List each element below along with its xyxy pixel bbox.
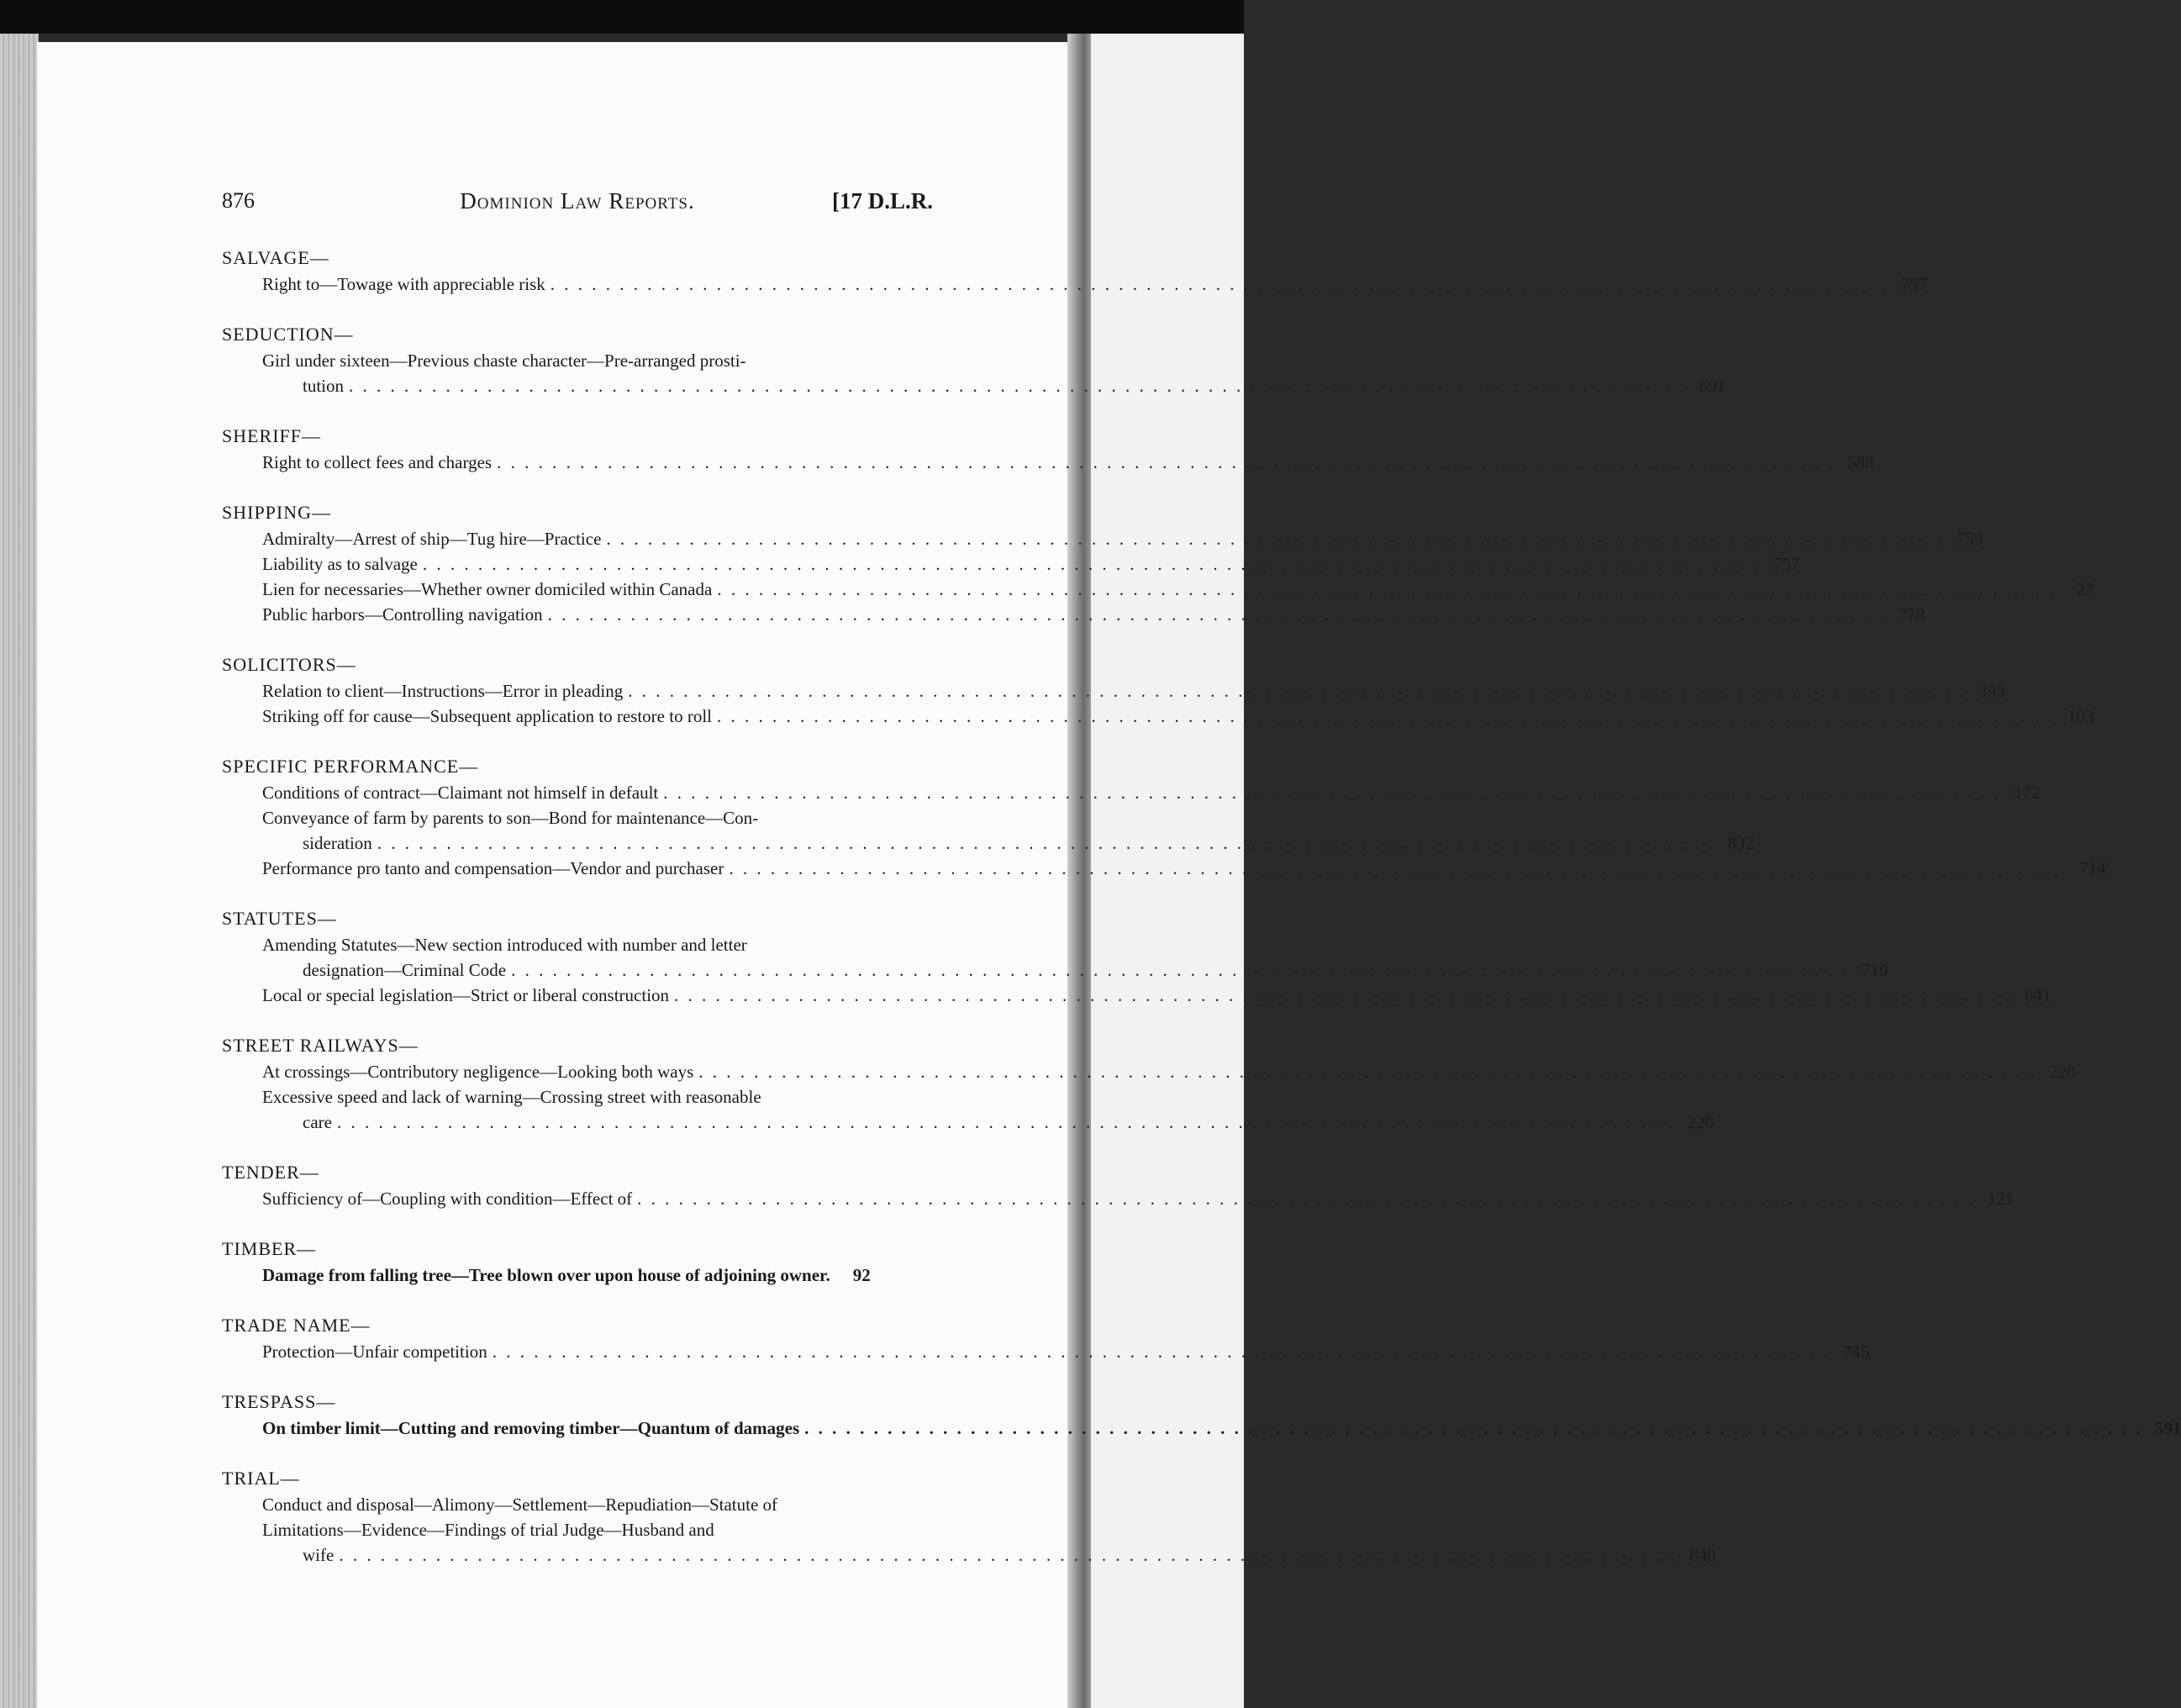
- page-reference: 778: [1898, 604, 1925, 625]
- entry-text: Public harbors—Controlling navigation: [262, 604, 543, 625]
- dot-leader: [551, 271, 1889, 297]
- index-entry: [222, 805, 1755, 856]
- dot-leader: [493, 1339, 1831, 1364]
- section-heading: TRESPASS—: [222, 1391, 336, 1412]
- entry-text: On timber limit—Cutting and removing timber—Quantum of damages: [262, 1418, 800, 1438]
- dot-leader: [637, 1186, 1975, 1211]
- index-section: [222, 1464, 1716, 1568]
- index-entry: [222, 450, 1874, 475]
- page-reference: 220: [1687, 1112, 1715, 1132]
- page-reference: 92: [852, 1265, 871, 1285]
- section-heading: STREET RAILWAYS—: [222, 1035, 419, 1056]
- entry-line: Amending Statutes—New section introduced with number and letter: [262, 935, 747, 955]
- dot-leader: [729, 856, 2067, 881]
- index-entry: [222, 856, 2106, 881]
- dot-leader: [717, 704, 2055, 729]
- running-header: [222, 188, 933, 217]
- entry-text: Relation to client—Instructions—Error in pleading: [262, 681, 624, 701]
- index-entry: [222, 1492, 1716, 1568]
- index-section: [222, 904, 2052, 1008]
- entry-line: Limitations—Evidence—Findings of trial Judge—Husband and: [262, 1520, 714, 1540]
- page-reference: 691: [1699, 376, 1726, 396]
- section-heading: SPECIFIC PERFORMANCE—: [222, 756, 479, 777]
- section-heading: TENDER—: [222, 1162, 319, 1183]
- entry-line: Girl under sixteen—Previous chaste character—Pre-arranged prosti-: [262, 351, 746, 371]
- running-title: Dominion Law Reports.: [460, 188, 695, 214]
- page-reference: 714: [2079, 858, 2106, 878]
- page-reference: 103: [2067, 706, 2094, 726]
- page-reference: 591: [2154, 1418, 2181, 1438]
- dot-leader: [628, 678, 1966, 704]
- entry-text: Striking off for cause—Subsequent application to restore to roll: [262, 706, 712, 726]
- section-heading: TIMBER—: [222, 1238, 317, 1259]
- index-section: [222, 1311, 1869, 1364]
- dot-leader: [337, 1110, 1675, 1135]
- page-reference: 27: [2076, 579, 2094, 599]
- page-reference: 641: [2024, 985, 2052, 1005]
- section-heading: SALVAGE—: [222, 247, 329, 268]
- index-section: [222, 651, 2094, 729]
- entry-text: tution: [303, 376, 345, 396]
- entry-line: Conveyance of farm by parents to son—Bond for maintenance—Con-: [262, 808, 759, 828]
- index-section: [222, 752, 2106, 881]
- entry-text: Lien for necessaries—Whether owner domiciled within Canada: [262, 579, 713, 599]
- index-section: [222, 1031, 2076, 1135]
- entry-text: At crossings—Contributory negligence—Looking both ways: [262, 1062, 694, 1082]
- entry-text: wife: [303, 1545, 335, 1565]
- dot-leader: [606, 526, 1944, 551]
- book-page-edges: [0, 34, 39, 1708]
- section-heading: STATUTES—: [222, 908, 337, 929]
- dot-leader: [663, 780, 2001, 805]
- index-section: [222, 244, 1928, 297]
- page-reference: 832: [1727, 833, 1755, 853]
- index-entry: [222, 1415, 2181, 1441]
- index-entry: [222, 1059, 2076, 1084]
- entry-line: Excessive speed and lack of warning—Crossing street with reasonable: [262, 1087, 761, 1107]
- entry-text: Admiralty—Arrest of ship—Tug hire—Practice: [262, 529, 602, 549]
- page-reference: 220: [2049, 1062, 2076, 1082]
- index-entry: [222, 983, 2052, 1008]
- index-entry: [222, 678, 2005, 704]
- section-heading: SHIPPING—: [222, 502, 332, 523]
- index-entry: [222, 602, 1925, 627]
- entry-text: Liability as to salvage: [262, 554, 418, 574]
- dot-leader: [804, 1415, 2142, 1441]
- entry-line: Conduct and disposal—Alimony—Settlement—Repudiation—Statute of: [262, 1494, 778, 1515]
- index-section: [222, 1158, 2015, 1211]
- page-number: 876: [222, 188, 255, 213]
- page-reference: 719: [1861, 960, 1889, 980]
- dot-leader: [548, 602, 1886, 627]
- page-reference: 395: [1978, 681, 2005, 701]
- entry-text: Damage from falling tree—Tree blown over upon house of adjoining owner.: [262, 1265, 830, 1285]
- entry-text: Performance pro tanto and compensation—Vendor and purchaser: [262, 858, 724, 878]
- index-section: [222, 498, 2094, 627]
- index-sections: [222, 244, 2181, 1591]
- dot-leader: [497, 450, 1835, 475]
- entry-text: designation—Criminal Code: [303, 960, 507, 980]
- index-section: [222, 422, 1874, 475]
- page-reference: 745: [1842, 1342, 1869, 1362]
- index-entry: [222, 704, 2094, 729]
- entry-text: Conditions of contract—Claimant not himself in default: [262, 783, 659, 803]
- page-reference: 759: [1957, 529, 1983, 549]
- page-reference: 757: [1773, 554, 1800, 574]
- section-heading: SHERIFF—: [222, 425, 322, 446]
- dot-leader: [349, 373, 1687, 398]
- section-heading: SEDUCTION—: [222, 324, 354, 345]
- index-entry: [222, 271, 1928, 297]
- entry-text: Right to—Towage with appreciable risk: [262, 274, 545, 294]
- index-entry: [222, 1263, 936, 1288]
- index-section: [222, 1388, 2181, 1441]
- entry-text: sideration: [303, 833, 372, 853]
- page-reference: 757: [1900, 274, 1928, 294]
- entry-text: Sufficiency of—Coupling with condition—Effect of: [262, 1189, 633, 1209]
- index-entry: [222, 1084, 1715, 1135]
- index-entry: [222, 1339, 1869, 1364]
- index-entry: [222, 780, 2041, 805]
- scan-top-border: [0, 0, 1244, 34]
- index-entry: [222, 577, 2094, 602]
- entry-text: Right to collect fees and charges: [262, 452, 493, 472]
- section-heading: SOLICITORS—: [222, 654, 356, 675]
- index-entry: [222, 551, 1800, 577]
- index-entry: [222, 932, 1889, 983]
- index-entry: [222, 1186, 2015, 1211]
- dot-leader: [698, 1059, 2036, 1084]
- page-reference: 172: [2014, 783, 2041, 803]
- page-reference: 588: [1846, 452, 1874, 472]
- index-section: [222, 320, 1726, 398]
- index-entry: [222, 526, 1983, 551]
- page-reference: 840: [1689, 1545, 1716, 1565]
- entry-text: Protection—Unfair competition: [262, 1342, 487, 1362]
- section-heading: TRADE NAME—: [222, 1315, 371, 1336]
- dot-leader: [674, 983, 2012, 1008]
- dot-leader: [511, 957, 1849, 983]
- dot-leader: [377, 830, 1715, 856]
- page-reference: 121: [1987, 1189, 2015, 1209]
- volume-reference: [17 D.L.R.: [832, 188, 933, 214]
- dot-leader: [423, 551, 1761, 577]
- entry-text: care: [303, 1112, 332, 1132]
- index-entry: [222, 348, 1726, 398]
- section-heading: TRIAL—: [222, 1468, 300, 1489]
- dot-leader: [339, 1542, 1677, 1568]
- index-section: [222, 1235, 936, 1288]
- entry-text: Local or special legislation—Strict or liberal construction: [262, 985, 670, 1005]
- dot-leader: [717, 577, 2055, 602]
